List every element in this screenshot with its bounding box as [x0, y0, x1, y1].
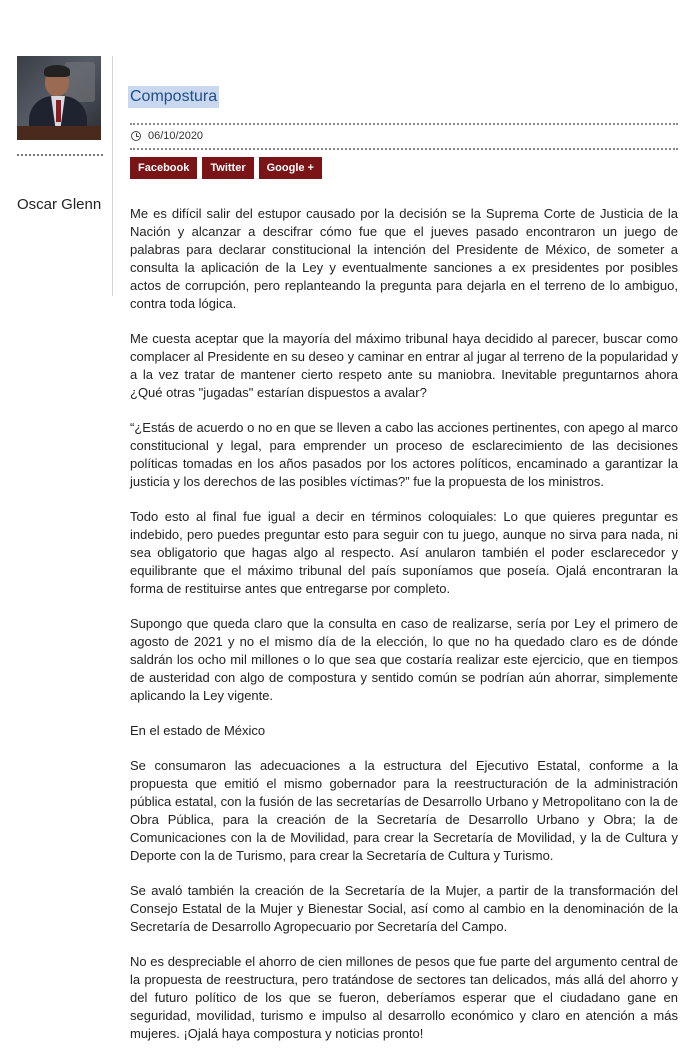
share-twitter-button[interactable]: Twitter: [202, 157, 253, 179]
article-date: 06/10/2020: [148, 130, 204, 142]
article-paragraph: Supongo que queda claro que la consulta en caso de realizarse, sería por Ley el primero de agosto de 2021 y no el mismo día de la elección, lo que no ha quedado claro es de dónde saldrán los ocho mil millones o lo que sea que costaría realizar este ejercicio, que en tiempos de austeridad con algo de compostura y sentido común se podrían aún ahorrar, simplemente aplicando la Ley vigente.: [130, 616, 678, 703]
date-divider: [130, 148, 678, 150]
author-avatar: [17, 56, 101, 140]
share-google-button[interactable]: Google +: [259, 157, 322, 179]
article-paragraph: Me cuesta aceptar que la mayoría del máximo tribunal haya decidido al parecer, buscar como complacer al Presidente en su deseo y caminar en entrar al jugar al terreno de la popularidad y a la vez tratar de mantener cierto respeto ante su maniobra. Inevitable preguntarnos ahora ¿Qué otras "jugadas" estarían dispuestos a avalar?: [130, 331, 678, 400]
article-body: [130, 205, 678, 1043]
article-paragraph: No es despreciable el ahorro de cien millones de pesos que fue parte del argumento central de la propuesta de reestructura, pero tratándose de sectores tan delicados, más allá del ahorro y del futuro político de los que se fueron, deberíamos esperar que el ciudadano gane en seguridad, movilidad, turismo e impulso al desarrollo económico y claro en atención a más mujeres. ¡Ojalá haya compostura y noticias pronto!: [130, 954, 678, 1041]
share-buttons: [130, 157, 678, 179]
article-paragraph: Todo esto al final fue igual a decir en términos coloquiales: Lo que quieres preguntar es indebido, pero puedes preguntar esto para seguir con tu juego, aunque no sirva para nada, ni sea obligatorio que hagas algo al respecto. Así anularon también el poder esclarecedor y equilibrante que el máximo tribunal del país suponíamos que poseía. Ojalá encontraran la forma de restituirse antes que entregarse por completo.: [130, 509, 678, 596]
article-title: Compostura: [128, 86, 219, 108]
article-paragraph: “¿Estás de acuerdo o no en que se lleven a cabo las acciones pertinentes, con apego al marco constitucional y legal, para emprender un proceso de esclarecimiento de las decisiones políticas tomadas en los años pasados por los actores políticos, encaminado a garantizar la justicia y los derechos de las posibles víctimas?” fue la propuesta de los ministros.: [130, 420, 678, 489]
share-facebook-button[interactable]: Facebook: [130, 157, 197, 179]
article-subheading: En el estado de México: [130, 723, 266, 738]
article-dateline: [130, 129, 678, 143]
clock-icon: [131, 131, 141, 141]
author-sidebar: [17, 56, 103, 217]
article-title-wrap: [130, 72, 678, 109]
sidebar-divider: [17, 154, 103, 156]
author-name[interactable]: Oscar Glenn: [17, 196, 102, 213]
article-main: [130, 72, 678, 1060]
article-paragraph: Se avaló también la creación de la Secretaría de la Mujer, a partir de la transformación del Consejo Estatal de la Mujer y Bienestar Social, así como al cambio en la denominación de la Secretaría de Desarrollo Agropecuario por Secretaría del Campo.: [130, 883, 678, 934]
article-paragraph: Me es difícil salir del estupor causado por la decisión se la Suprema Corte de Justicia de la Nación y alcanzar a descifrar cómo fue que el jueves pasado encontraron un juego de palabras para declarar constitucional la intención del Presidente de México, de someter a consulta la aplicación de la Ley y eventualmente sanciones a ex presidentes por posibles actos de corrupción, pero replanteando la pregunta para dejarla en el terreno de lo ambiguo, contra toda lógica.: [130, 206, 678, 311]
sidebar-separator: [112, 56, 113, 296]
article-paragraph: Se consumaron las adecuaciones a la estructura del Ejecutivo Estatal, conforme a la propuesta que emitió el mismo gobernador para la reestructuración de la administración pública estatal, con la fusión de las secretarías de Desarrollo Urbano y Metropolitano con la de Obra Pública, para la creación de la Secretaría de Desarrollo Urbano y Obra; la de Comunicaciones con la de Movilidad, para crear la Secretaría de Movilidad, y la de Cultura y Deporte con la de Turismo, para crear la Secretaría de Cultura y Turismo.: [130, 758, 678, 863]
title-divider: [130, 123, 678, 125]
